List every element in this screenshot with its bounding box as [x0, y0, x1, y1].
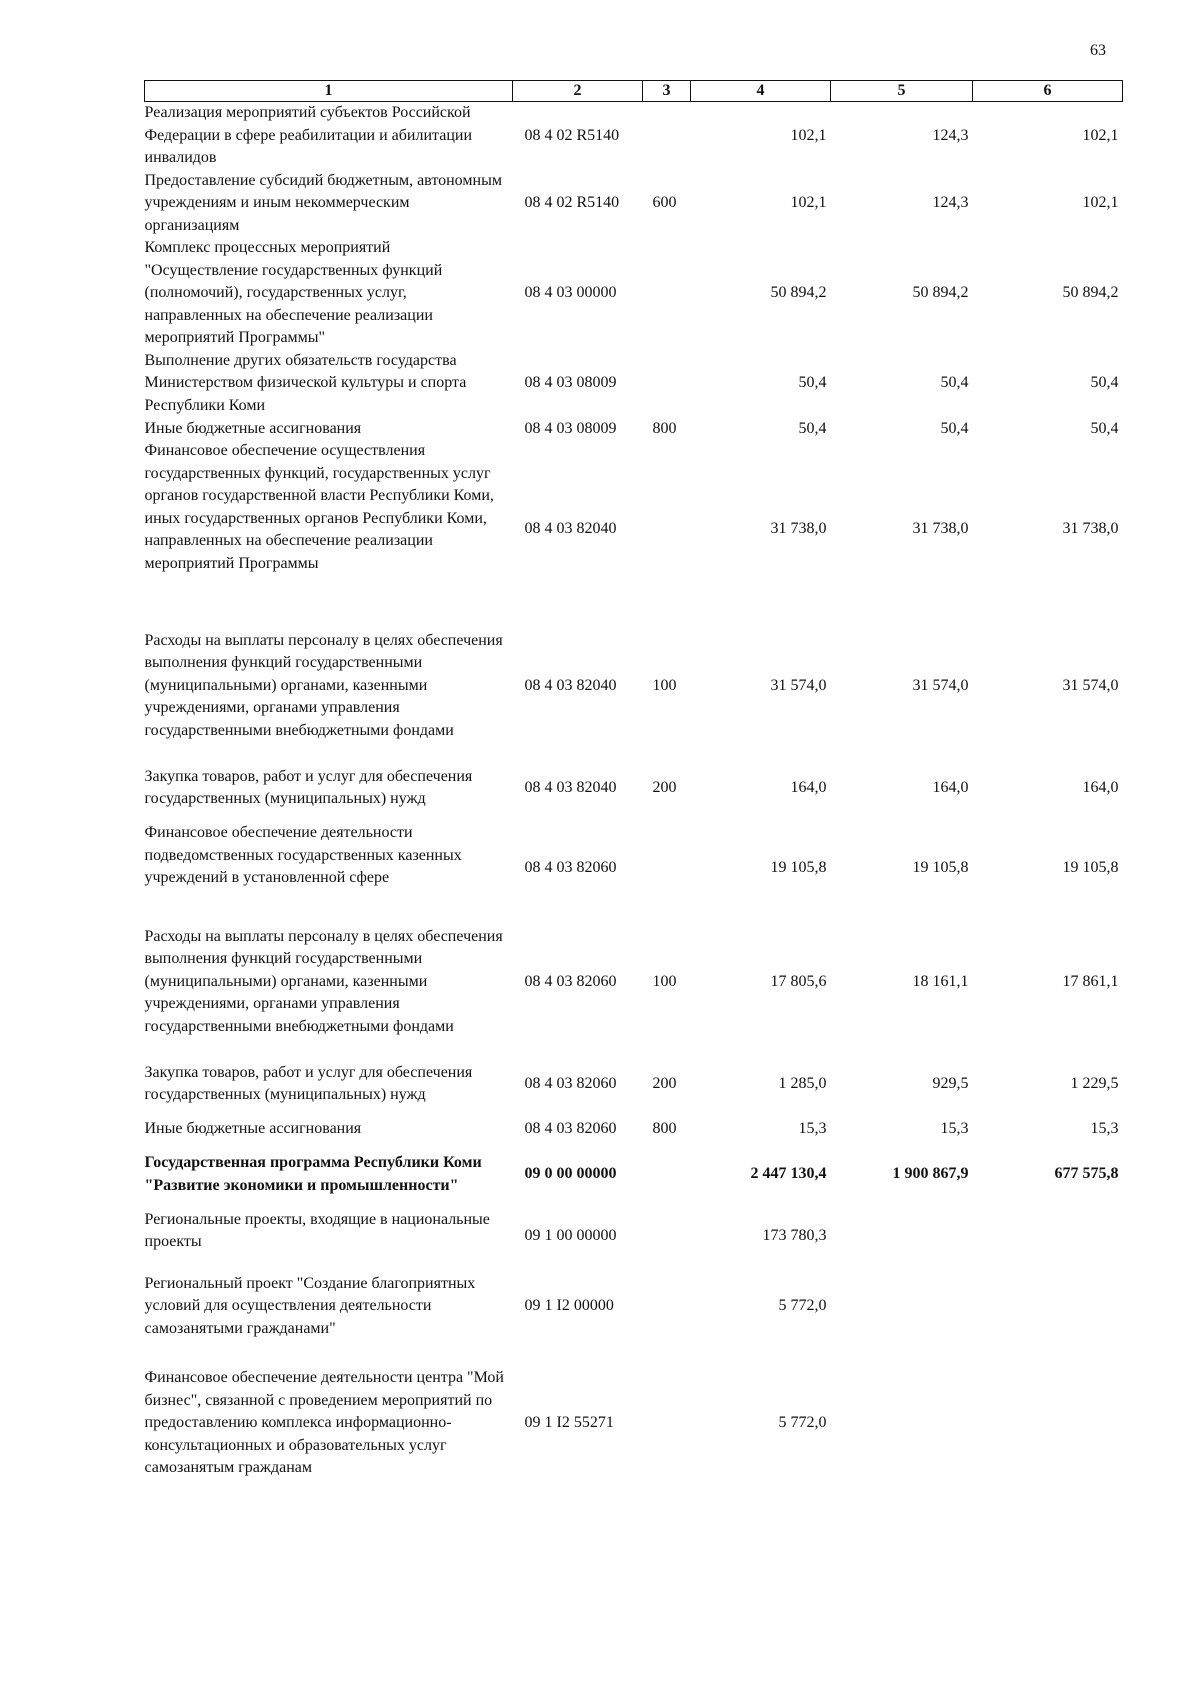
row-name: Расходы на выплаты персоналу в целях обеспечения выполнения функций государственными (муниципальными) органами, казенными учреждениями, органами управления государственными внебюджетными фондами: [144, 927, 503, 1035]
row-value-col6: 17 861,1: [1062, 972, 1119, 990]
row-value-col4: 50,4: [798, 419, 827, 437]
table-row: [145, 237, 1123, 350]
row-value-col4: 50,4: [798, 374, 827, 392]
row-code: 09 0 00 00000: [524, 1165, 617, 1183]
row-code: 08 4 03 82060: [524, 858, 617, 876]
row-value-col6: 19 105,8: [1062, 858, 1119, 876]
row-value-col5: 31 574,0: [912, 676, 969, 694]
table-row: [145, 914, 1123, 1050]
row-value-col5: 124,3: [932, 126, 969, 144]
table-row-program-total: [145, 1141, 1123, 1209]
row-value-col5: [831, 1265, 973, 1349]
row-code: 09 1 00 00000: [524, 1227, 617, 1245]
row-value-col5: 50,4: [940, 374, 969, 392]
row-value-col4: 31 738,0: [770, 519, 827, 537]
row-value-col5: [831, 1209, 973, 1265]
row-value-col4: 19 105,8: [770, 858, 827, 876]
table-row: [145, 350, 1123, 418]
row-name: Иные бюджетные ассигнования: [144, 419, 362, 437]
table-row: [145, 1349, 1123, 1499]
row-value-col6: 102,1: [1082, 194, 1119, 211]
row-value-col5: 1 900 867,9: [892, 1165, 969, 1183]
row-code: 08 4 02 R5140: [524, 194, 620, 211]
row-value-col5: 31 738,0: [912, 519, 969, 537]
column-number-header-row: [145, 81, 1123, 102]
row-value-col6: 1 229,5: [1070, 1074, 1119, 1092]
row-name: Финансовое обеспечение осуществления государственных функций, государственных услуг органов государственной власти Республики Коми, иных государственных органов Республики Коми, направленных на обеспечение реализации мероприятий Программы: [144, 442, 494, 572]
row-value-col5: 929,5: [932, 1074, 969, 1092]
row-code: 09 1 I2 00000: [524, 1297, 614, 1315]
row-value-col5: 124,3: [932, 194, 969, 211]
row-value-col4: 1 285,0: [778, 1074, 827, 1092]
row-code: 09 1 I2 55271: [524, 1414, 614, 1432]
row-expense-type: [643, 822, 691, 914]
row-value-col6: 50,4: [1090, 419, 1119, 437]
row-expense-type: 100: [652, 676, 677, 694]
row-value-col4: 102,1: [790, 194, 827, 211]
table-row: [145, 170, 1123, 238]
row-value-col4: 17 805,6: [770, 972, 827, 990]
row-value-col5: 164,0: [932, 778, 969, 796]
row-code: 08 4 03 82040: [524, 778, 617, 796]
row-value-col5: 18 161,1: [912, 972, 969, 990]
row-value-col4: 5 772,0: [778, 1414, 827, 1432]
row-expense-type: 100: [652, 972, 677, 990]
row-name: Финансовое обеспечение деятельности подведомственных государственных казенных учреждений в установленной сфере: [144, 824, 462, 886]
column-header-4: 4: [691, 81, 831, 102]
row-value-col6: 677 575,8: [1054, 1165, 1119, 1183]
row-code: 08 4 03 82060: [524, 1120, 617, 1137]
row-value-col6: [973, 1209, 1123, 1265]
row-name: Закупка товаров, работ и услуг для обеспечения государственных (муниципальных) нужд: [144, 767, 473, 807]
row-value-col5: 50,4: [940, 419, 969, 437]
row-value-col6: 50,4: [1090, 374, 1119, 392]
row-expense-type: 800: [652, 419, 677, 437]
row-code: 08 4 03 08009: [524, 419, 617, 437]
row-expense-type: [643, 350, 691, 418]
column-header-5: 5: [831, 81, 973, 102]
row-expense-type: 600: [652, 194, 677, 211]
table-row: [145, 822, 1123, 914]
row-expense-type: [643, 1265, 691, 1349]
table-row: [145, 418, 1123, 441]
row-code: 08 4 03 08009: [524, 374, 617, 392]
row-name: Закупка товаров, работ и услуг для обеспечения государственных (муниципальных) нужд: [144, 1063, 473, 1103]
row-value-col4: 15,3: [798, 1120, 827, 1137]
row-value-col4: 2 447 130,4: [750, 1165, 827, 1183]
row-name: Предоставление субсидий бюджетным, автономным учреждениям и иным некоммерческим организациям: [144, 171, 502, 234]
row-code: 08 4 02 R5140: [524, 126, 620, 144]
row-value-col5: 50 894,2: [912, 284, 969, 301]
row-name: Реализация мероприятий субъектов Российской Федерации в сфере реабилитации и абилитации инвалидов: [144, 104, 472, 166]
row-value-col6: 15,3: [1090, 1120, 1119, 1137]
row-expense-type: 200: [652, 1074, 677, 1092]
row-name: Комплекс процессных мероприятий "Осуществление государственных функций (полномочий), государственных услуг, направленных на обеспечение реализации мероприятий Программы": [144, 239, 443, 346]
page-number: 63: [1090, 42, 1106, 59]
column-header-2: 2: [513, 81, 643, 102]
row-value-col6: [973, 1265, 1123, 1349]
row-value-col6: 102,1: [1082, 126, 1119, 144]
row-code: 08 4 03 82060: [524, 972, 617, 990]
row-value-col4: 50 894,2: [770, 284, 827, 301]
row-value-col5: [831, 1349, 973, 1499]
row-name: Государственная программа Республики Коми "Развитие экономики и промышленности": [144, 1154, 482, 1194]
row-value-col6: [973, 1349, 1123, 1499]
column-header-1: 1: [145, 81, 513, 102]
row-value-col6: 31 574,0: [1062, 676, 1119, 694]
row-value-col5: 15,3: [940, 1120, 969, 1137]
table-row: [145, 1209, 1123, 1265]
column-header-6: 6: [973, 81, 1123, 102]
row-name: Региональный проект "Создание благоприятных условий для осуществления деятельности самозанятыми гражданами": [144, 1274, 476, 1337]
row-code: 08 4 03 82060: [524, 1074, 617, 1092]
table-row: [145, 618, 1123, 754]
row-expense-type: 200: [652, 778, 677, 796]
row-expense-type: [643, 1141, 691, 1209]
table-row: [145, 102, 1123, 170]
row-name: Выполнение других обязательств государства Министерством физической культуры и спорта Республики Коми: [144, 351, 467, 414]
table-row: [145, 440, 1123, 618]
row-expense-type: [643, 1349, 691, 1499]
row-expense-type: 800: [652, 1120, 677, 1137]
row-value-col4: 5 772,0: [778, 1297, 827, 1315]
row-value-col6: 164,0: [1082, 778, 1119, 796]
column-header-3: 3: [643, 81, 691, 102]
row-value-col5: 19 105,8: [912, 858, 969, 876]
row-code: 08 4 03 82040: [524, 519, 617, 537]
table-row: [145, 754, 1123, 822]
row-expense-type: [643, 237, 691, 350]
table-row: [145, 1050, 1123, 1118]
row-value-col4: 164,0: [790, 778, 827, 796]
row-name: Иные бюджетные ассигнования: [144, 1120, 362, 1137]
table-row: [145, 1118, 1123, 1141]
row-value-col4: 31 574,0: [770, 676, 827, 694]
row-name: Расходы на выплаты персоналу в целях обеспечения выполнения функций государственными (муниципальными) органами, казенными учреждениями, органами управления государственными внебюджетными фондами: [144, 631, 503, 739]
row-code: 08 4 03 82040: [524, 676, 617, 694]
row-code: 08 4 03 00000: [524, 284, 617, 301]
budget-table: [144, 80, 1123, 1499]
row-name: Финансовое обеспечение деятельности центра "Мой бизнес", связанной с проведением мероприятий по предоставлению комплекса информационно-консультационных и образовательных услуг самозанятым гражданам: [144, 1369, 504, 1477]
row-expense-type: [643, 440, 691, 618]
row-name: Региональные проекты, входящие в национальные проекты: [144, 1210, 490, 1250]
row-expense-type: [643, 102, 691, 170]
row-value-col6: 31 738,0: [1062, 519, 1119, 537]
row-value-col4: 173 780,3: [762, 1227, 827, 1245]
row-expense-type: [643, 1209, 691, 1265]
row-value-col6: 50 894,2: [1062, 284, 1119, 301]
row-value-col4: 102,1: [790, 126, 827, 144]
table-row: [145, 1265, 1123, 1349]
